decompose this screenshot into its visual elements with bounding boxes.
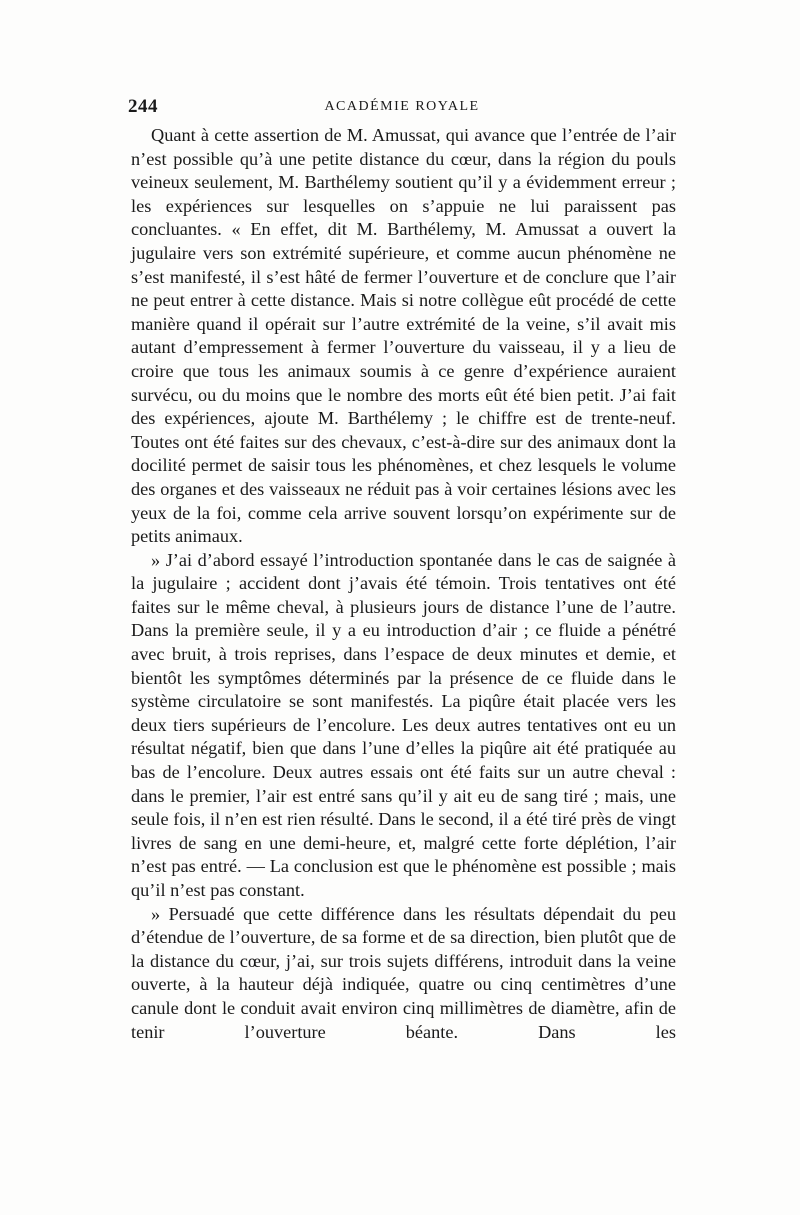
paragraph-1: Quant à cette assertion de M. Amussat, qui avance que l’entrée de l’air n’est possible qu’à une petite distance du cœur, dans la région du pouls veineux seulement, M. Barthélemy soutient qu’il y a évidemment erreur ; les expériences sur lesquelles on s’appuie ne lui paraissent pas concluantes. « En effet, dit M. Barthélemy, M. Amussat a ouvert la jugulaire vers son extrémité supérieure, et comme aucun phénomène ne s’est manifesté, il s’est hâté de fermer l’ouverture et de conclure que l’air ne peut entrer à cette distance. Mais si notre collègue eût procédé de cette manière quand il opérait sur l’autre extrémité de la veine, s’il avait mis autant d’empressement à fermer l’ouverture du vaisseau, il y a lieu de croire que tous les animaux soumis à ce genre d’expérience auraient survécu, ou du moins que le nombre des morts eût été bien petit. J’ai fait des expériences, ajoute M. Barthélemy ; le chiffre est de trente-neuf. Toutes ont été faites sur des chevaux, c’est-à-dire sur des animaux dont la docilité permet de saisir tous les phénomènes, et chez lesquels le volume des organes et des vaisseaux ne réduit pas à voir certaines lésions avec les yeux de la foi, comme cela arrive souvent lorsqu’on expérimente sur de petits animaux. xyxy=(131,125,676,547)
paragraph-2: » J’ai d’abord essayé l’introduction spontanée dans le cas de saignée à la jugulaire ; accident dont j’avais été témoin. Trois tentatives ont été faites sur le même cheval, à plusieurs jours de distance l’une de l’autre. Dans la première seule, il y a eu introduction d’air ; ce fluide a pénétré avec bruit, à trois reprises, dans l’espace de deux minutes et demie, et bientôt les symptômes déterminés par la présence de ce fluide dans le système circulatoire se sont manifestés. La piqûre était placée vers les deux tiers supérieurs de l’encolure. Les deux autres tentatives ont eu un résultat négatif, bien que dans l’une d’elles la piqûre ait été pratiquée au bas de l’encolure. Deux autres essais ont été faits sur un autre cheval : dans le premier, l’air est entré sans qu’il y ait eu de sang tiré ; mais, une seule fois, il n’en est rien résulté. Dans le second, il a été tiré près de vingt livres de sang en une demi-heure, et, malgré cette forte déplétion, l’air n’est pas entré. — La conclusion est que le phénomène est possible ; mais qu’il n’est pas constant. xyxy=(131,549,676,900)
running-head-title: ACADÉMIE ROYALE xyxy=(324,99,480,114)
body-text xyxy=(131,124,676,1044)
paragraph-3: » Persuadé que cette différence dans les résultats dépendait du peu d’étendue de l’ouverture, de sa forme et de sa direction, bien plutôt que de la distance du cœur, j’ai, sur trois sujets différens, introduit dans la veine ouverte, à la hauteur déjà indiquée, quatre ou cinq centimètres d’une canule dont le conduit avait environ cinq millimètres de diamètre, afin de tenir l’ouverture béante. Dans les xyxy=(131,903,676,1042)
running-head xyxy=(128,96,676,120)
page-number: 244 xyxy=(128,96,158,117)
